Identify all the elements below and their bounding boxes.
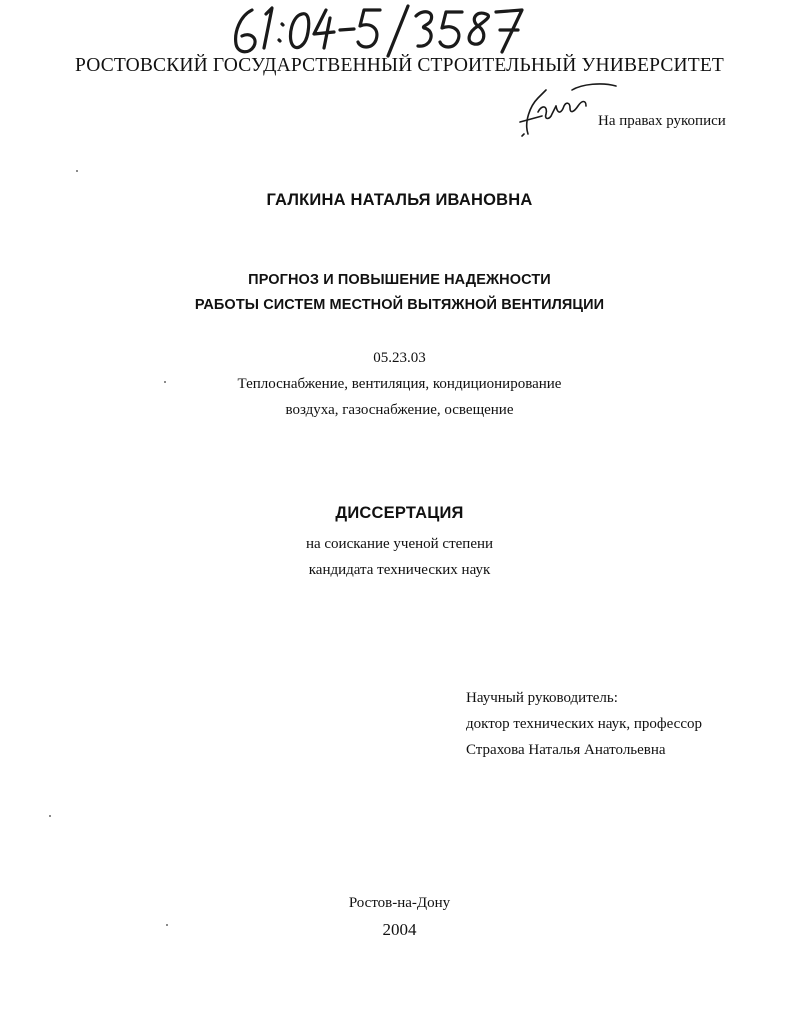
signature bbox=[512, 76, 622, 140]
specialty-name-line-1: Теплоснабжение, вентиляция, кондиционирование bbox=[237, 376, 562, 392]
author-name: ГАЛКИНА НАТАЛЬЯ ИВАНОВНА bbox=[266, 191, 533, 209]
scan-speck bbox=[164, 381, 166, 383]
rights-note: На правах рукописи bbox=[598, 113, 726, 129]
specialty-name-line-2: воздуха, газоснабжение, освещение bbox=[285, 402, 514, 418]
scan-speck bbox=[166, 924, 168, 926]
thesis-title-line-2: РАБОТЫ СИСТЕМ МЕСТНОЙ ВЫТЯЖНОЙ ВЕНТИЛЯЦИИ bbox=[194, 297, 605, 313]
supervisor-title: доктор технических наук, профессор bbox=[466, 716, 703, 732]
specialty-code: 05.23.03 bbox=[373, 350, 426, 366]
degree-line-2: кандидата технических наук bbox=[308, 562, 491, 578]
scan-speck bbox=[76, 170, 78, 172]
handwritten-archive-code bbox=[230, 2, 530, 60]
document-type: ДИССЕРТАЦИЯ bbox=[335, 504, 464, 522]
supervisor-name: Страхова Наталья Анатольевна bbox=[466, 742, 666, 758]
degree-line-1: на соискание ученой степени bbox=[305, 536, 494, 552]
thesis-title-line-1: ПРОГНОЗ И ПОВЫШЕНИЕ НАДЕЖНОСТИ bbox=[248, 272, 551, 288]
scan-speck bbox=[49, 815, 51, 817]
city: Ростов-на-Дону bbox=[348, 895, 451, 911]
year: 2004 bbox=[382, 920, 417, 939]
university-name: РОСТОВСКИЙ ГОСУДАРСТВЕННЫЙ СТРОИТЕЛЬНЫЙ УНИВЕРСИТЕТ bbox=[75, 55, 724, 76]
supervisor-label: Научный руководитель: bbox=[466, 690, 618, 706]
